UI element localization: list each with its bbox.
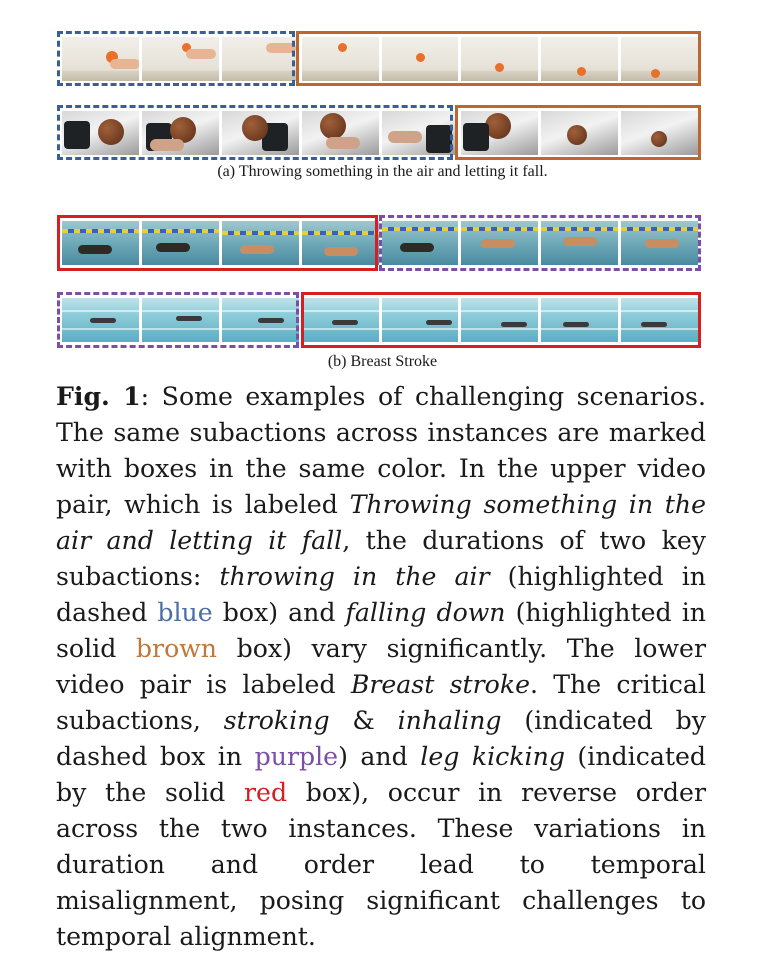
subaction-box-falling-brown [296,31,701,86]
figure-caption: Fig. 1: Some examples of challenging scenarios. The same subactions across instances are marked with boxes in the same color. In the upper video pair, which is labeled Throwing something in the air and letting it fall, the durations of two key subactions: throwing in the air (highlighted in dashed blue box) and falling down (highlighted in solid brown box) vary significantly. The lower video pair is labeled Breast stroke. The critical subactions, stroking & inhaling (indicated by dashed box in purple) and leg kicking (indicated by the solid red box), occur in reverse order across the two instances. These variations in duration and order lead to temporal misalignment, posing significant challenges to temporal alignment. [56,381,707,951]
subaction-box-throwing-blue [57,31,295,86]
subcaption-b: (b) Breast Stroke [327,353,438,370]
color-word-red: red [244,778,288,807]
subaction-box-leg-kicking-red [301,292,701,348]
color-word-brown: brown [135,634,218,663]
subaction-box-stroking-inhaling-purple [57,292,299,348]
subaction-box-falling-brown [455,105,701,160]
subcaption-a: (a) Throwing something in the air and letting it fall. [217,163,548,180]
subaction-box-leg-kicking-red [57,215,378,271]
color-word-purple: purple [254,742,339,771]
figure-label: Fig. 1 [56,381,141,411]
color-word-blue: blue [157,598,213,627]
subaction-box-stroking-inhaling-purple [379,215,701,271]
subaction-box-throwing-blue [57,105,453,160]
